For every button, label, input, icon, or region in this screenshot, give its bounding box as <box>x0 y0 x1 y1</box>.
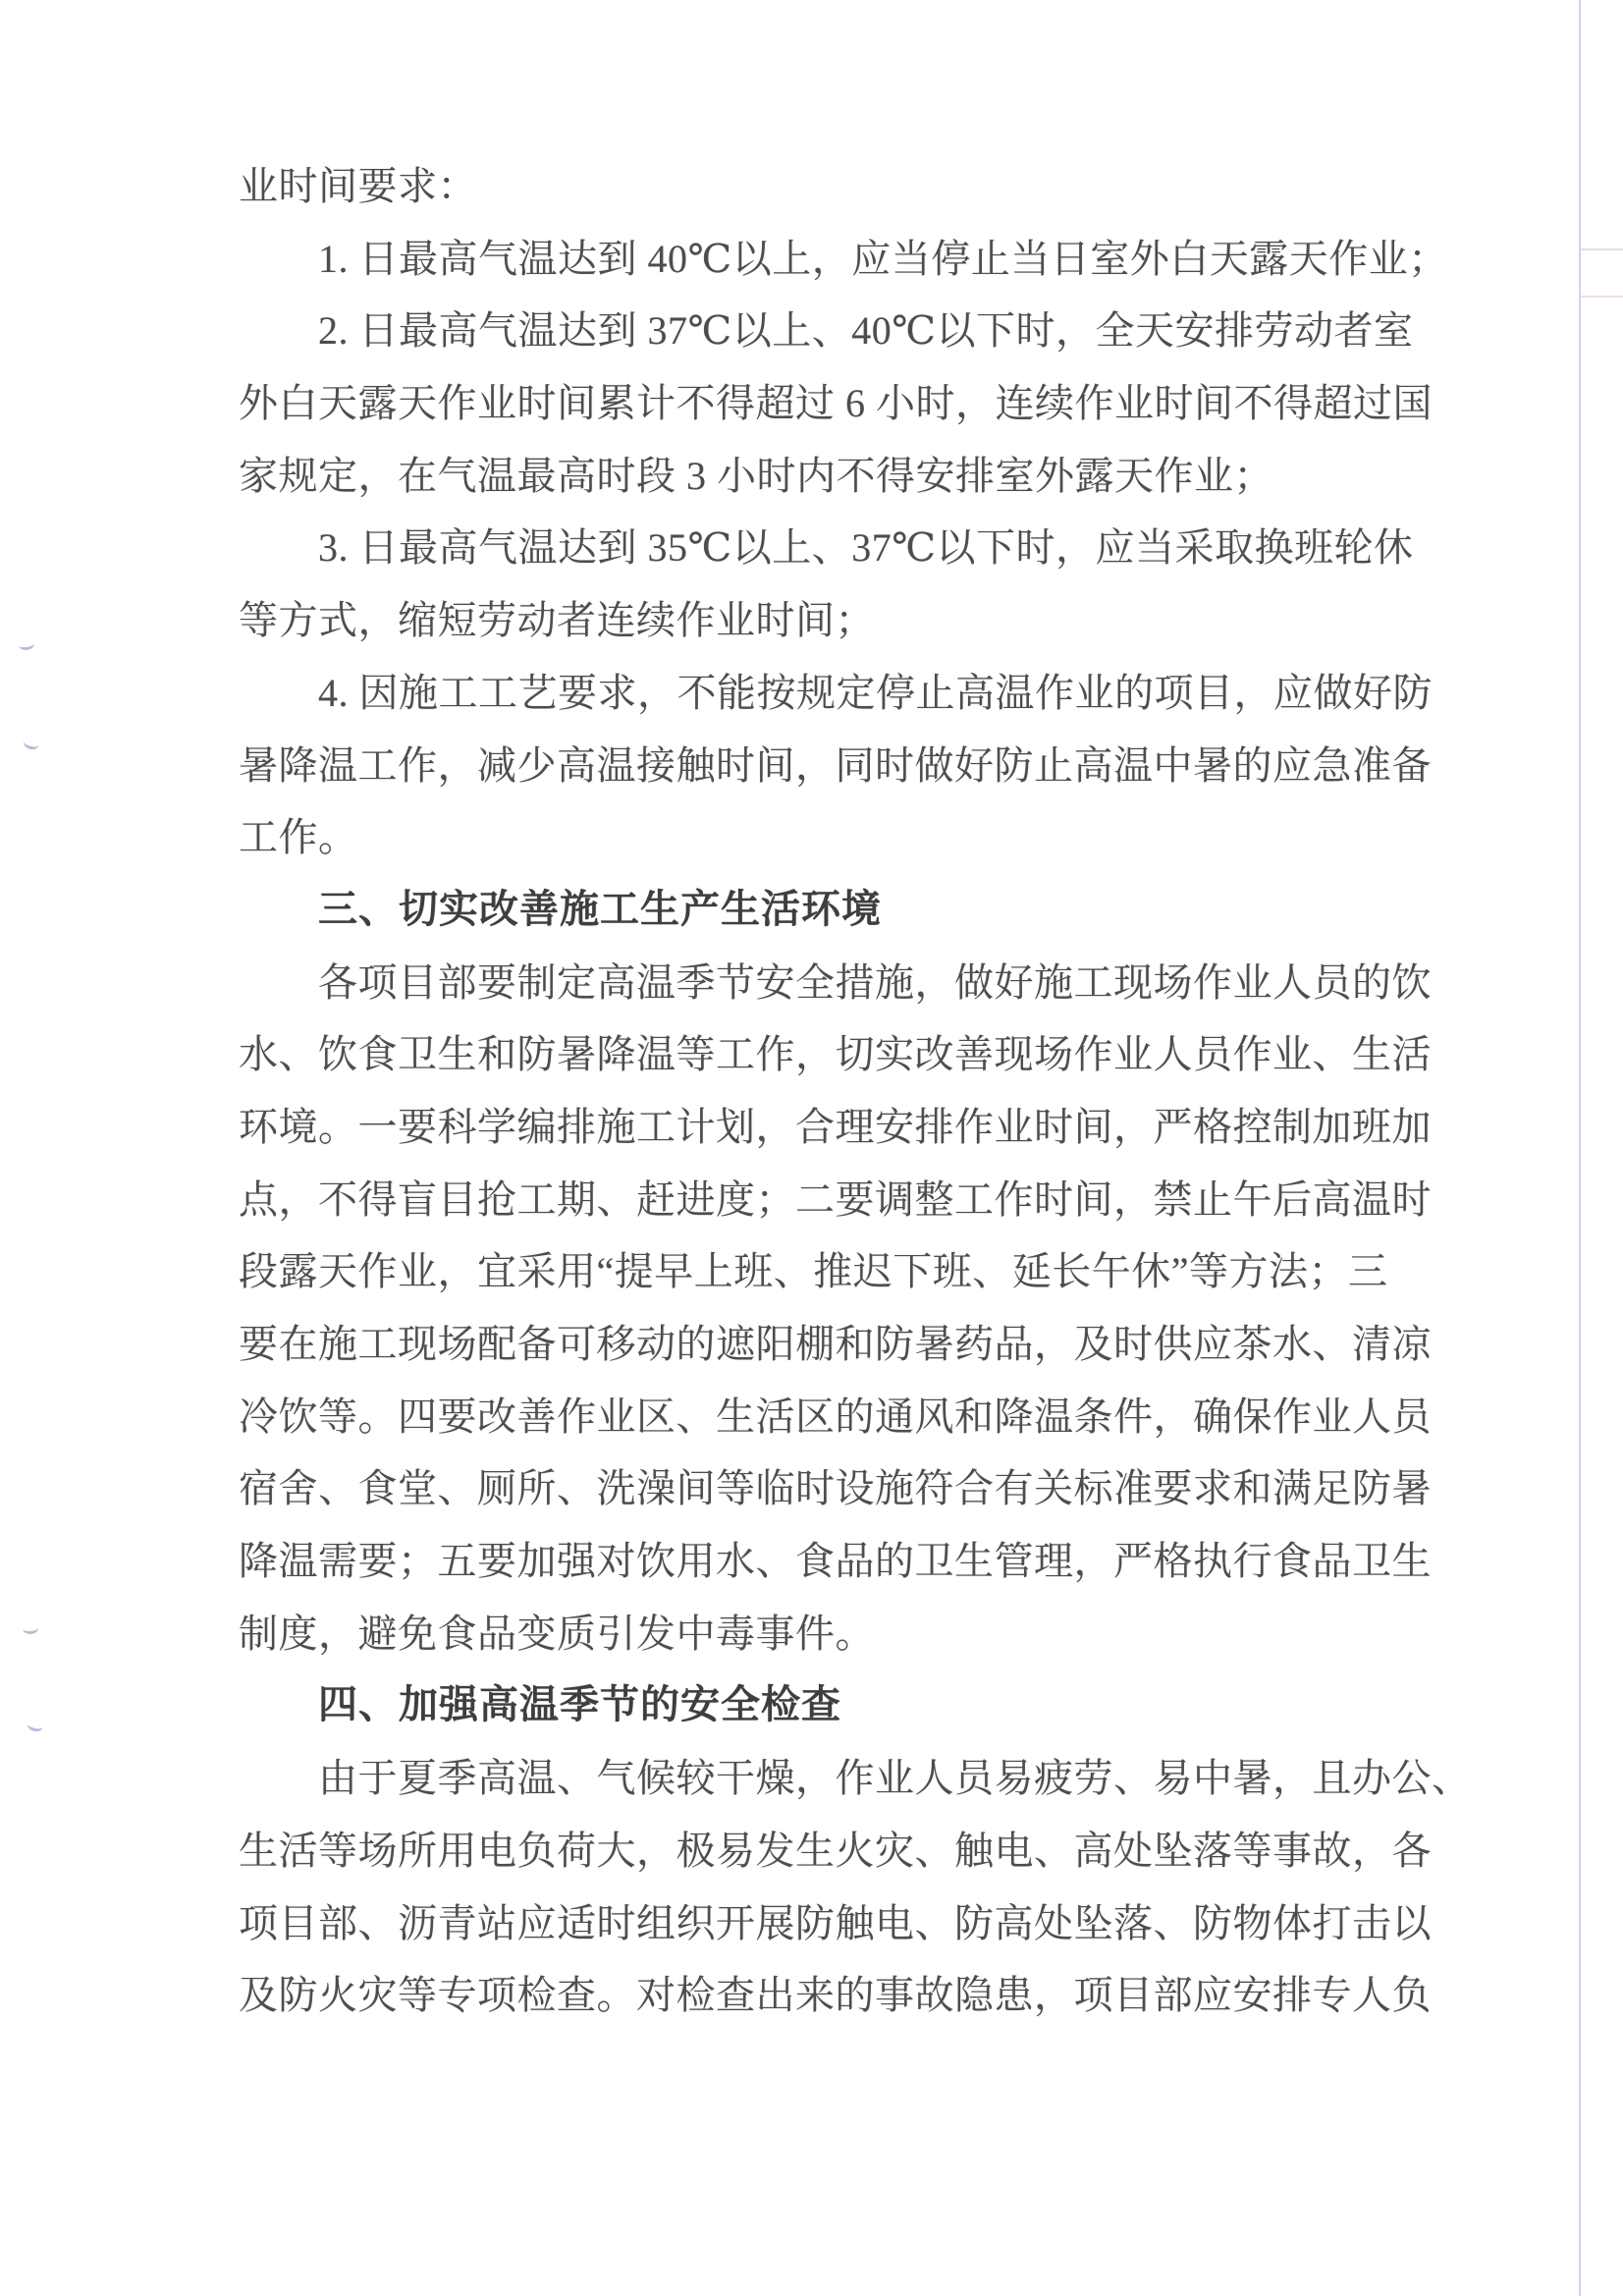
margin-scan-smudge <box>23 1621 39 1634</box>
text-line: 点，不得盲目抢工期、赶进度；二要调整工作时间，禁止午后高温时 <box>239 1176 1432 1222</box>
text-line: 宿舍、食堂、厕所、洗澡间等临时设施符合有关标准要求和满足防暑 <box>239 1466 1432 1511</box>
scanner-edge-line <box>1579 0 1581 2296</box>
section-heading: 三、切实改善施工生产生活环境 <box>318 887 882 931</box>
text-line: 冷饮等。四要改善作业区、生活区的通风和降温条件，确保作业人员 <box>239 1394 1432 1439</box>
text-line: 外白天露天作业时间累计不得超过 6 小时，连续作业时间不得超过国 <box>239 381 1433 426</box>
text-line: 各项目部要制定高温季节安全措施，做好施工现场作业人员的饮 <box>318 959 1432 1005</box>
text-line: 制度，避免食品变质引发中毒事件。 <box>239 1611 875 1656</box>
text-line: 家规定，在气温最高时段 3 小时内不得安排室外露天作业； <box>239 453 1273 498</box>
text-line: 降温需要；五要加强对饮用水、食品的卫生管理，严格执行食品卫生 <box>239 1539 1432 1584</box>
text-line: 由于夏季高温、气候较干燥，作业人员易疲劳、易中暑，且办公、 <box>318 1756 1472 1801</box>
text-line: 要在施工现场配备可移动的遮阳棚和防暑药品，及时供应茶水、清凉 <box>239 1322 1432 1366</box>
text-line: 等方式，缩短劳动者连续作业时间； <box>239 598 875 643</box>
text-line: 生活等场所用电负荷大，极易发生火灾、触电、高处坠落等事故，各 <box>239 1828 1432 1873</box>
text-line: 项目部、沥青站应适时组织开展防触电、防高处坠落、防物体打击以 <box>239 1900 1432 1945</box>
text-line: 业时间要求： <box>239 164 477 208</box>
text-line: 2. 日最高气温达到 37℃以上、40℃以下时，全天安排劳动者室 <box>318 308 1414 354</box>
text-line: 暑降温工作，减少高温接触时间，同时做好防止高温中暑的应急准备 <box>239 742 1432 788</box>
scanner-edge-artifact <box>1581 248 1623 250</box>
text-line: 3. 日最高气温达到 35℃以上、37℃以下时，应当采取换班轮休 <box>318 525 1414 571</box>
margin-scan-smudge <box>23 736 40 751</box>
text-line: 段露天作业，宜采用“提早上班、推迟下班、延长午休”等方法；三 <box>239 1249 1388 1294</box>
text-line: 工作。 <box>239 815 358 860</box>
text-line: 环境。一要科学编排施工计划，合理安排作业时间，严格控制加班加 <box>239 1104 1432 1149</box>
text-line: 水、饮食卫生和防暑降温等工作，切实改善现场作业人员作业、生活 <box>239 1032 1432 1077</box>
margin-scan-smudge <box>18 637 35 651</box>
scanner-edge-artifact <box>1581 296 1623 298</box>
text-line: 1. 日最高气温达到 40℃以上，应当停止当日室外白天露天作业； <box>318 236 1448 281</box>
margin-scan-smudge <box>27 1718 44 1732</box>
text-line: 及防火灾等专项检查。对检查出来的事故隐患，项目部应安排专人负 <box>239 1973 1432 2018</box>
text-line: 4. 因施工工艺要求，不能按规定停止高温作业的项目，应做好防 <box>318 670 1433 715</box>
section-heading: 四、加强高温季节的安全检查 <box>318 1683 841 1727</box>
document-body <box>239 150 1472 2032</box>
